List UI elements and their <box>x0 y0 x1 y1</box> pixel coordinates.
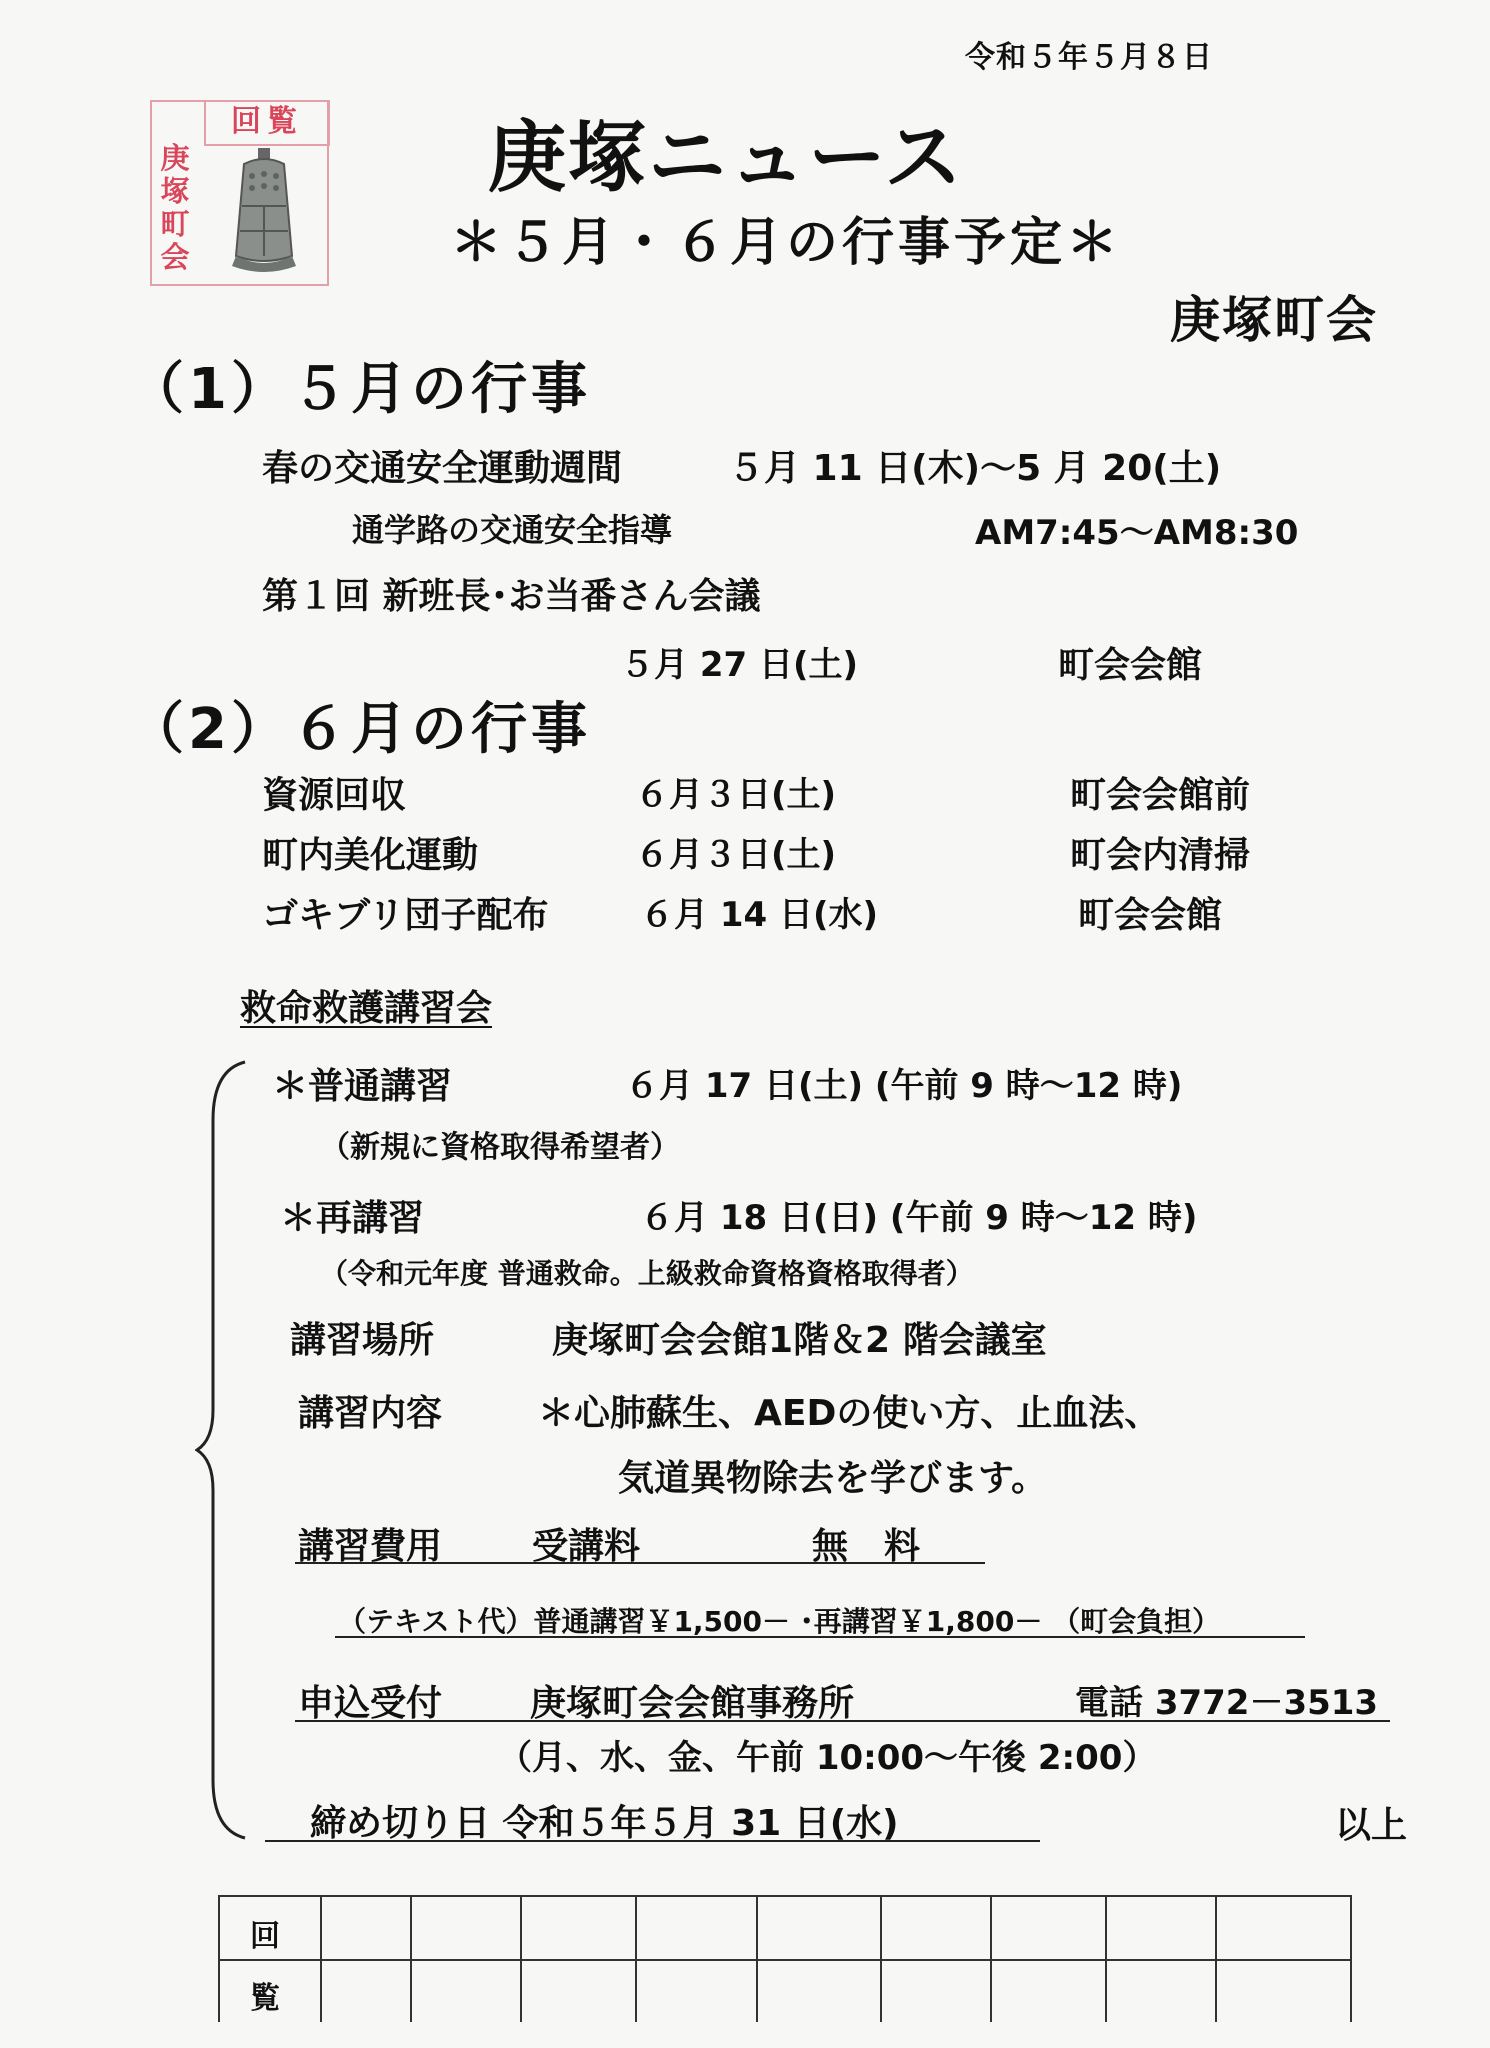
table-column-divider <box>1105 1897 1107 2022</box>
table-column-divider <box>880 1897 882 2022</box>
re-course-date: ６月 18 日(日) (午前 9 時～12 時) <box>640 1198 1198 1238</box>
event-name: 第１回 新班長･お当番さん会議 <box>262 576 761 617</box>
fee-item: 受講料 <box>532 1526 641 1567</box>
stamp-char: 塚 <box>160 174 190 208</box>
table-column-divider <box>635 1897 637 2022</box>
apply-underline <box>295 1720 1390 1722</box>
event-date: ５月 27 日(土) <box>620 645 859 685</box>
event-place: 町会会館前 <box>1070 775 1251 816</box>
section-heading-june: （2）６月の行事 <box>128 697 591 762</box>
regular-course-note: （新規に資格取得希望者） <box>320 1130 680 1165</box>
brace-bracket <box>195 1060 255 1840</box>
regular-course-label: ＊普通講習 <box>272 1066 453 1107</box>
course-heading: 救命救護講習会 <box>240 988 493 1029</box>
venue-label: 講習場所 <box>290 1320 435 1361</box>
table-column-divider <box>520 1897 522 2022</box>
event-name: 春の交通安全運動週間 <box>262 448 623 489</box>
event-date: ６月３日(土) <box>635 835 837 875</box>
closing-mark: 以上 <box>1335 1805 1408 1846</box>
circulation-signature-table <box>218 1895 1352 2022</box>
regular-course-date: ６月 17 日(土) (午前 9 時～12 時) <box>625 1066 1183 1106</box>
fee-value: 無 料 <box>812 1526 921 1567</box>
circulation-label-1: 回 <box>250 1919 280 1954</box>
table-column-divider <box>1215 1897 1217 2022</box>
table-row-divider <box>220 1959 1350 1961</box>
content-line-1: ＊心肺蘇生、AEDの使い方、止血法、 <box>538 1393 1161 1434</box>
fee-underline <box>295 1562 985 1564</box>
circulation-label-2: 覧 <box>250 1981 280 2016</box>
table-column-divider <box>990 1897 992 2022</box>
table-column-divider <box>410 1897 412 2022</box>
stamp-top-label: 回覧 <box>204 100 330 146</box>
stamp-side-label <box>154 142 196 274</box>
event-name: 町内美化運動 <box>262 835 479 876</box>
event-place: 町会会館 <box>1058 645 1203 686</box>
event-date: ６月 14 日(水) <box>640 895 879 935</box>
re-course-note: （令和元年度 普通救命。上級救命資格資格取得者） <box>320 1257 974 1290</box>
table-column-divider <box>320 1897 322 2022</box>
deadline: 締め切り日 令和５年５月 31 日(水) <box>310 1803 899 1844</box>
event-time: AM7:45～AM8:30 <box>975 513 1299 553</box>
event-name: ゴキブリ団子配布 <box>262 895 549 936</box>
venue-value: 庚塚町会会館1階＆2 階会議室 <box>552 1320 1047 1361</box>
organization-name: 庚塚町会 <box>1170 291 1378 349</box>
circulation-stamp <box>150 100 329 286</box>
table-column-divider <box>756 1897 758 2022</box>
text-fee: （テキスト代）普通講習￥1,500－ ･再講習￥1,800－ （町会負担） <box>338 1605 1221 1638</box>
apply-label: 申込受付 <box>298 1683 443 1724</box>
section-heading-may: （1）５月の行事 <box>128 357 591 422</box>
page-subtitle: ＊５月・６月の行事予定＊ <box>450 213 1123 273</box>
phone-number: 電話 3772－3513 <box>1075 1683 1379 1723</box>
event-place: 町会会館 <box>1078 895 1223 936</box>
event-name: 通学路の交通安全指導 <box>352 511 673 549</box>
re-course-label: ＊再講習 <box>280 1198 425 1239</box>
text-fee-underline <box>335 1636 1305 1638</box>
stamp-char: 町 <box>160 207 190 241</box>
event-place: 町会内清掃 <box>1070 835 1251 876</box>
deadline-underline <box>265 1840 1040 1842</box>
fee-label: 講習費用 <box>298 1526 443 1567</box>
issue-date: 令和５年５月８日 <box>965 40 1213 75</box>
stamp-char: 庚 <box>160 141 190 175</box>
office-hours: （月、水、金、午前 10:00～午後 2:00） <box>498 1738 1157 1778</box>
page-title: 庚塚ニュース <box>488 113 965 203</box>
content-label: 講習内容 <box>298 1393 443 1434</box>
event-name: 資源回収 <box>262 775 407 816</box>
apply-place: 庚塚町会会館事務所 <box>530 1683 855 1724</box>
content-line-2: 気道異物除去を学びます。 <box>618 1458 1048 1499</box>
event-date: ６月３日(土) <box>635 775 837 815</box>
temple-bell-icon <box>214 146 314 276</box>
event-date: ５月 11 日(木)～5 月 20(土) <box>728 448 1222 489</box>
stamp-char: 会 <box>160 240 190 274</box>
